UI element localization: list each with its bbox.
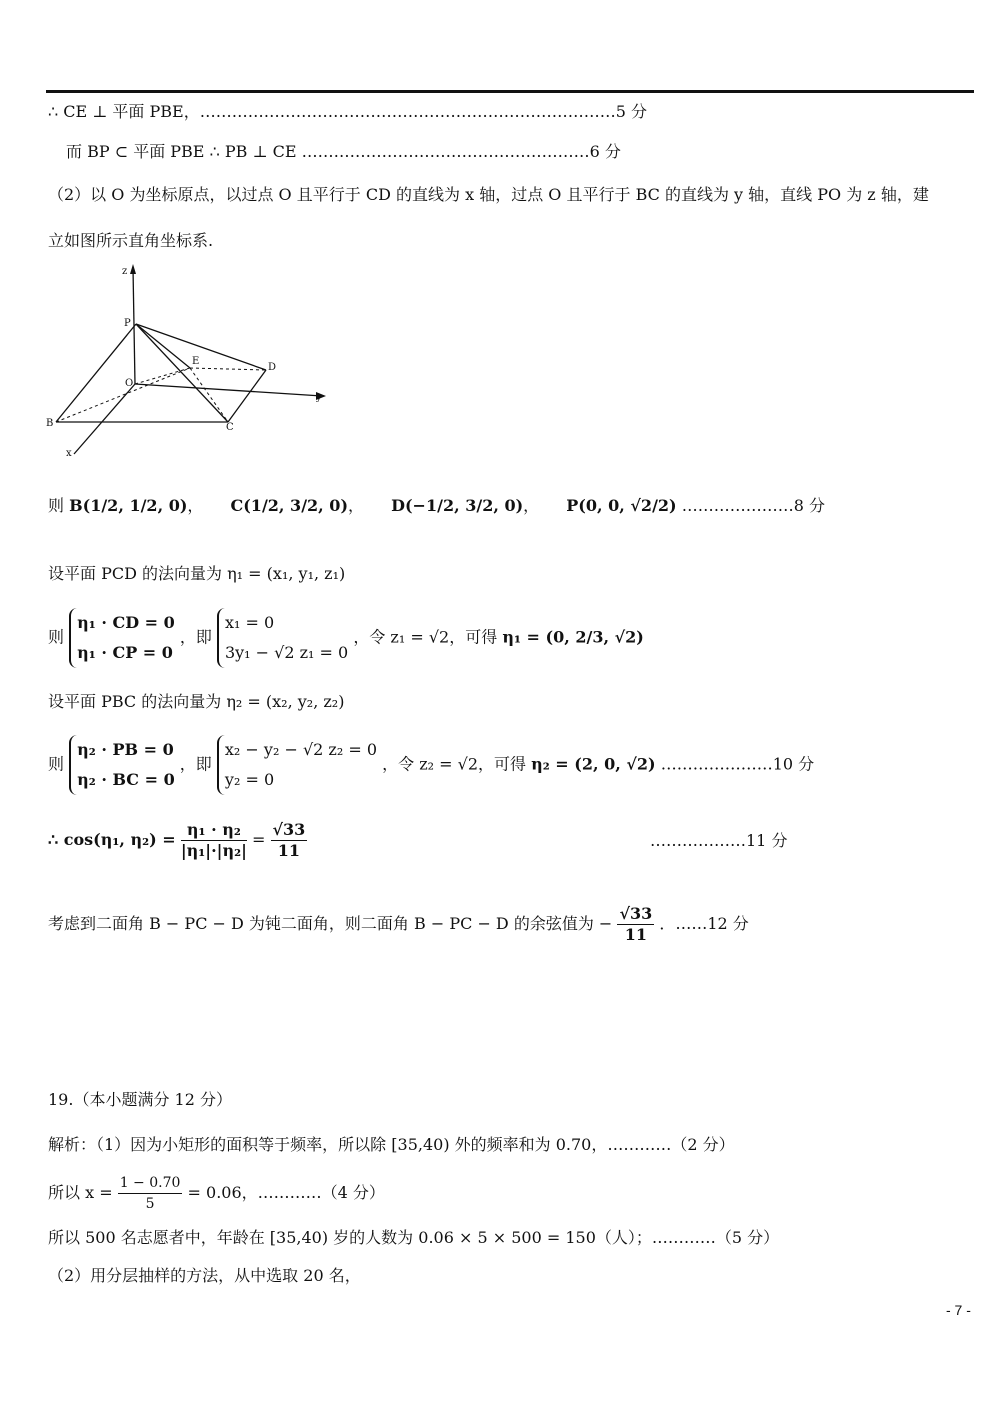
edge-PD <box>136 324 266 370</box>
label-E: E <box>192 356 200 367</box>
edge-PC <box>136 324 228 422</box>
cosine-line: ∴ cos(η₁, η₂) = $\frac{\text{η₁ · η₂}}{\text{|η₁|·|η₂|}}$ = $\frac{√33}{11}$ <box>48 820 306 860</box>
score-11: ………………11 分 <box>650 831 788 850</box>
label-y: y <box>316 392 322 403</box>
label-O: O <box>125 378 134 389</box>
edge-PE <box>136 324 190 368</box>
top-rule <box>46 90 974 93</box>
label-C: C <box>226 422 234 433</box>
y-axis <box>135 384 322 396</box>
points-line: 则 B(1/2, 1/2, 0)， C(1/2, 3/2, 0)， D(−1/2, 3/2, 0)， P(0, 0, √2/2) …………………8 分 <box>48 496 825 515</box>
x-axis <box>74 384 135 454</box>
label-z: z <box>122 266 128 277</box>
point-C: C(1/2, 3/2, 0) <box>230 496 349 515</box>
coordinate-figure <box>44 262 334 462</box>
solution-line-4: （2）用分层抽样的方法，从中选取 20 名， <box>48 1266 361 1285</box>
x-fraction: $\frac{1 - 0.70}{5}$ <box>119 1175 181 1212</box>
score-10: …………………10 分 <box>660 754 815 774</box>
equation-system-1: η₁ · CD = 0 η₁ · CP = 0 <box>69 608 175 668</box>
edge-CD <box>228 370 266 422</box>
problem-19-heading: 19.（本小题满分 12 分） <box>48 1090 232 1109</box>
proof-line-2: 而 BP ⊂ 平面 PBE ∴ PB ⊥ CE ………………………………………………6 分 <box>66 142 621 161</box>
label-D: D <box>268 362 277 373</box>
equation-system-2b: x₂ − y₂ − √2 z₂ = 0 y₂ = 0 <box>217 735 377 795</box>
score-12: ．……12 分 <box>659 914 749 933</box>
page-number: - 7 - <box>946 1302 971 1318</box>
system-line-2: 则 η₂ · PB = 0 η₂ · BC = 0 ，即 x₂ − y₂ − √2 z₂ = 0 y₂ = 0 ，令 z₂ = √2，可得 η₂ = (2, 0, √2) …………………10 分 <box>48 735 814 795</box>
solution-line-1: 解析：（1）因为小矩形的面积等于频率，所以除 [35,40) 外的频率和为 0.70，…………（2 分） <box>48 1135 735 1154</box>
conclusion-line: 考虑到二面角 B − PC − D 为钝二面角，则二面角 B − PC − D 的余弦值为 − $\frac{√33}{11}$ ．……12 分 <box>48 904 749 944</box>
equation-system-1b: x₁ = 0 3y₁ − √2 z₁ = 0 <box>217 608 348 668</box>
cosine-fraction: $\frac{\text{η₁ · η₂}}{\text{|η₁|·|η₂|}}$ <box>180 820 247 860</box>
point-D: D(−1/2, 3/2, 0) <box>391 496 524 515</box>
final-cosine-value: $\frac{√33}{11}$ <box>619 904 653 944</box>
score-8: …………………8 分 <box>681 496 825 515</box>
normal-vector-1: η₁ = (0, 2/3, √2) <box>502 627 644 647</box>
part2-intro-line-2: 立如图所示直角坐标系. <box>48 231 214 250</box>
edge-PB <box>56 324 136 422</box>
part2-intro-line: （2）以 O 为坐标原点，以过点 O 且平行于 CD 的直线为 x 轴，过点 O 且平行于 BC 的直线为 y 轴，直线 PO 为 z 轴，建 <box>48 185 929 204</box>
system-line-1: 则 η₁ · CD = 0 η₁ · CP = 0 ，即 x₁ = 0 3y₁ − √2 z₁ = 0 ，令 z₁ = √2，可得 η₁ = (0, 2/3, √2) <box>48 608 644 668</box>
normal-vector-2: η₂ = (2, 0, √2) <box>531 754 656 774</box>
proof-line-1: ∴ CE ⊥ 平面 PBE，……………………………………………………………………5 分 <box>48 102 647 121</box>
point-B: B(1/2, 1/2, 0) <box>69 496 188 515</box>
solution-line-2: 所以 x = $\frac{1 - 0.70}{5}$ = 0.06，…………（4 分） <box>48 1175 385 1212</box>
cosine-value: $\frac{√33}{11}$ <box>272 820 306 860</box>
solution-line-3: 所以 500 名志愿者中，年龄在 [35,40) 岁的人数为 0.06 × 5 × 500 = 150（人）；…………（5 分） <box>48 1228 780 1247</box>
label-P: P <box>124 318 131 329</box>
point-P: P(0, 0, √2/2) <box>566 496 677 515</box>
normal-vector-pcd-line: 设平面 PCD 的法向量为 η₁ = (x₁, y₁, z₁) <box>48 564 346 583</box>
normal-vector-pbc-line: 设平面 PBC 的法向量为 η₂ = (x₂, y₂, z₂) <box>48 692 345 711</box>
label-B: B <box>46 418 54 429</box>
label-x: x <box>66 448 72 459</box>
equation-system-2: η₂ · PB = 0 η₂ · BC = 0 <box>69 735 175 795</box>
